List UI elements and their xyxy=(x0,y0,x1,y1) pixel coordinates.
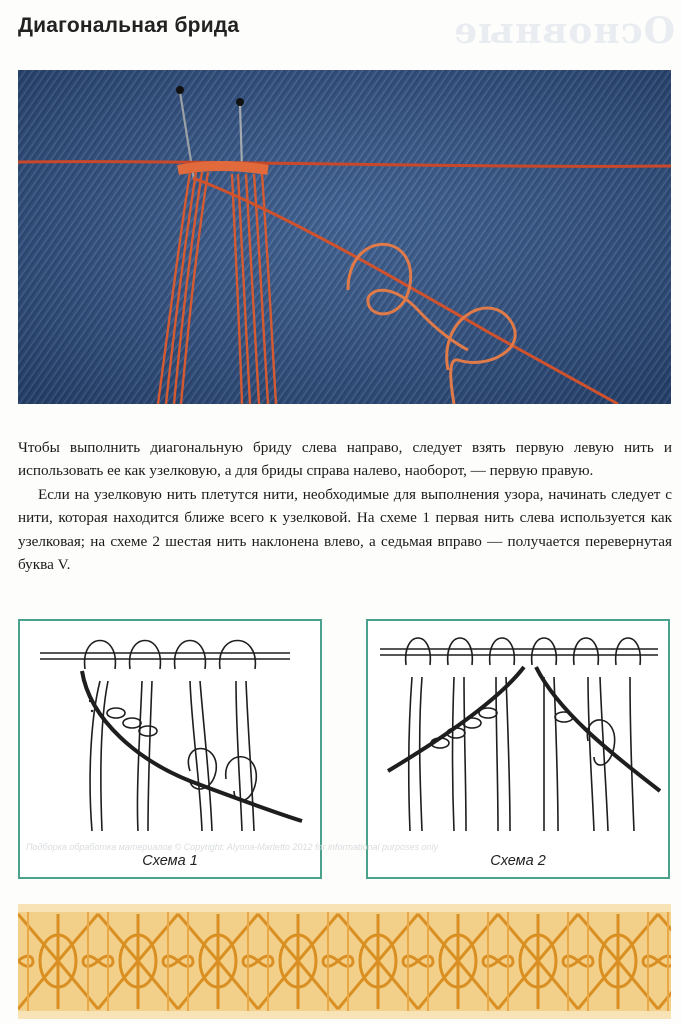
paragraph-intro: Чтобы выполнить диагональную бриду слева направо, следует взять первую левую нить и использовать ее как узелковую, а для бриды справа налево, наоборот, — первую правую. xyxy=(18,439,672,480)
copyright-credit: Подборка обработка материалов © Copyright: Alyona-Marletto 2012 for informational purposes only xyxy=(26,842,439,852)
scheme-1-diagram xyxy=(18,619,322,879)
photo-cords-on-denim xyxy=(18,70,671,404)
photo-macrame-band xyxy=(18,904,671,1019)
page-title: Диагональная брида xyxy=(18,14,240,37)
scheme-2-caption: Схема 2 xyxy=(490,853,546,869)
scheme-2-diagram xyxy=(366,619,670,879)
instruction-text xyxy=(18,436,672,576)
header-watermark: Основные xyxy=(453,10,675,52)
scheme-1-caption: Схема 1 xyxy=(142,853,198,869)
paragraph-schemes: Если на узелковую нить плетутся нити, необходимые для выполнения узора, начинать следует с нити, которая находится ближе всего к узелковой. На схеме 1 первая нить слева используется как узелковая; на схеме 2 шестая нить наклонена влево, а седьмая вправо — получается перевернутая буква V. xyxy=(18,485,672,574)
